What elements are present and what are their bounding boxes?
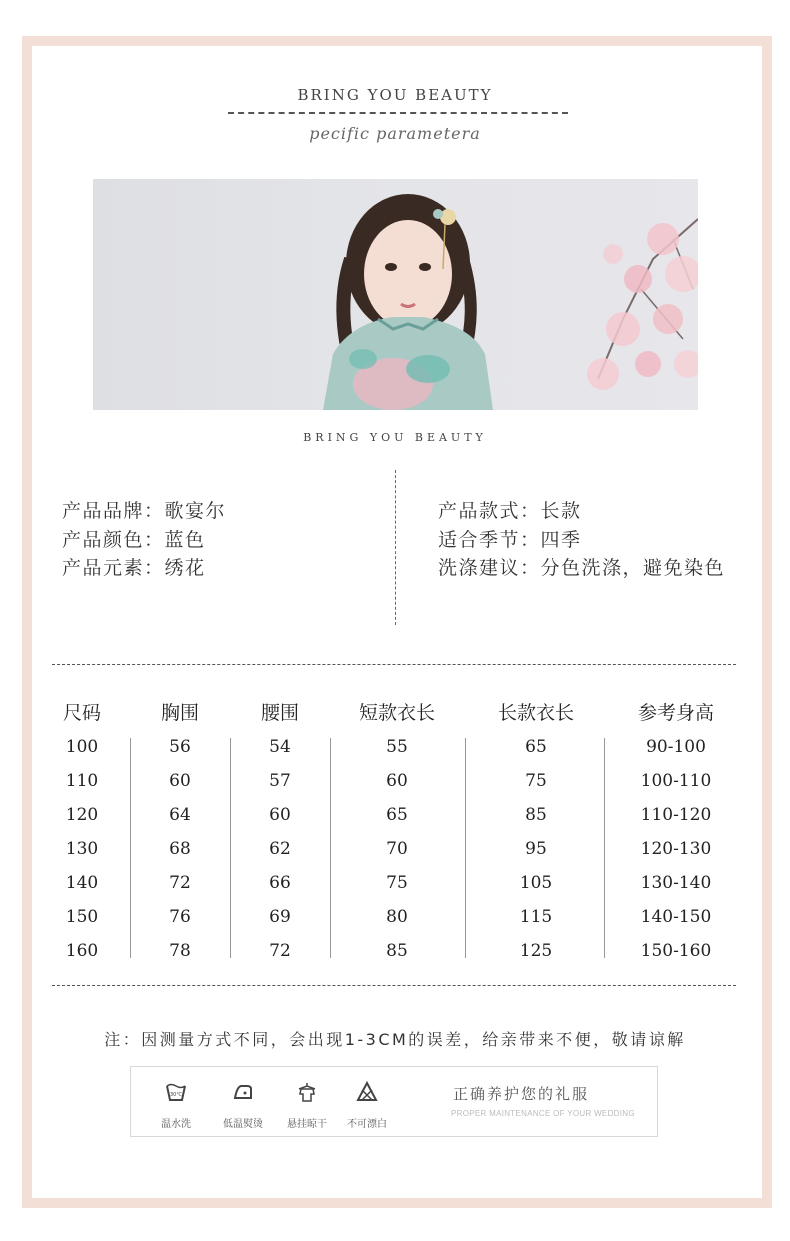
cell-waist: 66 <box>269 873 291 893</box>
header-short-length: 短款衣长 <box>358 702 435 724</box>
attributes-divider <box>395 470 396 625</box>
cell-long-length: 125 <box>519 941 553 961</box>
cell-waist: 62 <box>269 839 291 859</box>
column-divider <box>130 738 131 958</box>
column-divider <box>230 738 231 958</box>
cell-chest: 56 <box>169 737 191 757</box>
cell-waist: 57 <box>269 771 291 791</box>
care-panel <box>130 1066 658 1137</box>
attr-color: 产品颜色：蓝色 <box>62 529 206 551</box>
care-label-low-iron: 低温熨烫 <box>223 1119 263 1130</box>
column-divider <box>604 738 605 958</box>
cell-short-length: 85 <box>386 941 408 961</box>
cell-long-length: 115 <box>519 907 553 927</box>
cell-short-length: 55 <box>386 737 408 757</box>
cell-long-length: 75 <box>525 771 547 791</box>
cell-height: 150-160 <box>640 941 712 961</box>
care-label-no-bleach: 不可漂白 <box>347 1119 387 1130</box>
care-item-low-iron <box>213 1067 273 1137</box>
measurement-note: 注：因测量方式不同，会出现1-3CM的误差，给亲带来不便，敬请谅解 <box>104 1030 686 1049</box>
cell-short-length: 65 <box>386 805 408 825</box>
care-subtitle: PROPER MAINTENANCE OF YOUR WEDDING <box>451 1109 635 1118</box>
product-photo <box>93 179 698 410</box>
cell-height: 90-100 <box>646 737 706 757</box>
cell-size: 150 <box>65 907 99 927</box>
care-label-hang-dry: 悬挂晾干 <box>287 1119 327 1130</box>
cell-long-length: 65 <box>525 737 547 757</box>
wash-basin-icon <box>165 1081 187 1103</box>
cell-height: 130-140 <box>640 873 712 893</box>
attr-brand: 产品品牌：歌宴尔 <box>62 500 227 522</box>
cell-short-length: 80 <box>386 907 408 927</box>
cell-waist: 60 <box>269 805 291 825</box>
cell-chest: 68 <box>169 839 191 859</box>
cell-long-length: 85 <box>525 805 547 825</box>
care-item-no-bleach <box>337 1067 397 1137</box>
cell-size: 130 <box>65 839 99 859</box>
header-long-length: 长款衣长 <box>497 702 574 724</box>
cell-long-length: 95 <box>525 839 547 859</box>
cell-chest: 76 <box>169 907 191 927</box>
attr-element: 产品元素：绣花 <box>62 557 206 579</box>
cell-height: 110-120 <box>640 805 712 825</box>
model-illustration <box>93 179 698 410</box>
header-size: 尺码 <box>62 702 101 724</box>
cell-height: 120-130 <box>640 839 712 859</box>
cell-short-length: 75 <box>386 873 408 893</box>
cell-size: 120 <box>65 805 99 825</box>
header-waist: 腰围 <box>260 702 299 724</box>
cell-waist: 54 <box>269 737 291 757</box>
cell-chest: 60 <box>169 771 191 791</box>
column-divider <box>465 738 466 958</box>
header-height: 参考身高 <box>637 702 714 724</box>
header-divider <box>228 112 568 114</box>
cell-height: 100-110 <box>640 771 712 791</box>
photo-caption: BRING YOU BEAUTY <box>303 431 487 444</box>
header-chest: 胸围 <box>160 702 199 724</box>
header-title: BRING YOU BEAUTY <box>297 86 493 104</box>
column-divider <box>330 738 331 958</box>
care-label-warm-wash: 温水洗 <box>161 1119 191 1130</box>
cell-short-length: 60 <box>386 771 408 791</box>
table-bottom-divider <box>52 985 736 986</box>
no-bleach-icon <box>356 1081 378 1103</box>
cell-chest: 64 <box>169 805 191 825</box>
care-item-warm-wash <box>146 1067 206 1137</box>
cell-chest: 78 <box>169 941 191 961</box>
attr-style: 产品款式：长款 <box>438 500 582 522</box>
wash-temperature-label: 30℃ <box>170 1092 182 1098</box>
attr-washing: 洗涤建议：分色洗涤，避免染色 <box>438 557 726 579</box>
attr-season: 适合季节：四季 <box>438 529 582 551</box>
header-subtitle: pecific parametera <box>309 124 481 143</box>
table-top-divider <box>52 664 736 665</box>
cell-size: 110 <box>65 771 99 791</box>
cell-short-length: 70 <box>386 839 408 859</box>
cell-chest: 72 <box>169 873 191 893</box>
cell-waist: 69 <box>269 907 291 927</box>
care-title: 正确养护您的礼服 <box>453 1085 590 1103</box>
hang-dry-icon <box>296 1081 318 1103</box>
cell-size: 140 <box>65 873 99 893</box>
cherry-blossom-branch <box>587 219 698 390</box>
cell-size: 100 <box>65 737 99 757</box>
cell-height: 140-150 <box>640 907 712 927</box>
cell-size: 160 <box>65 941 99 961</box>
iron-icon <box>232 1081 254 1103</box>
cell-waist: 72 <box>269 941 291 961</box>
cell-long-length: 105 <box>519 873 553 893</box>
care-item-hang-dry <box>277 1067 337 1137</box>
